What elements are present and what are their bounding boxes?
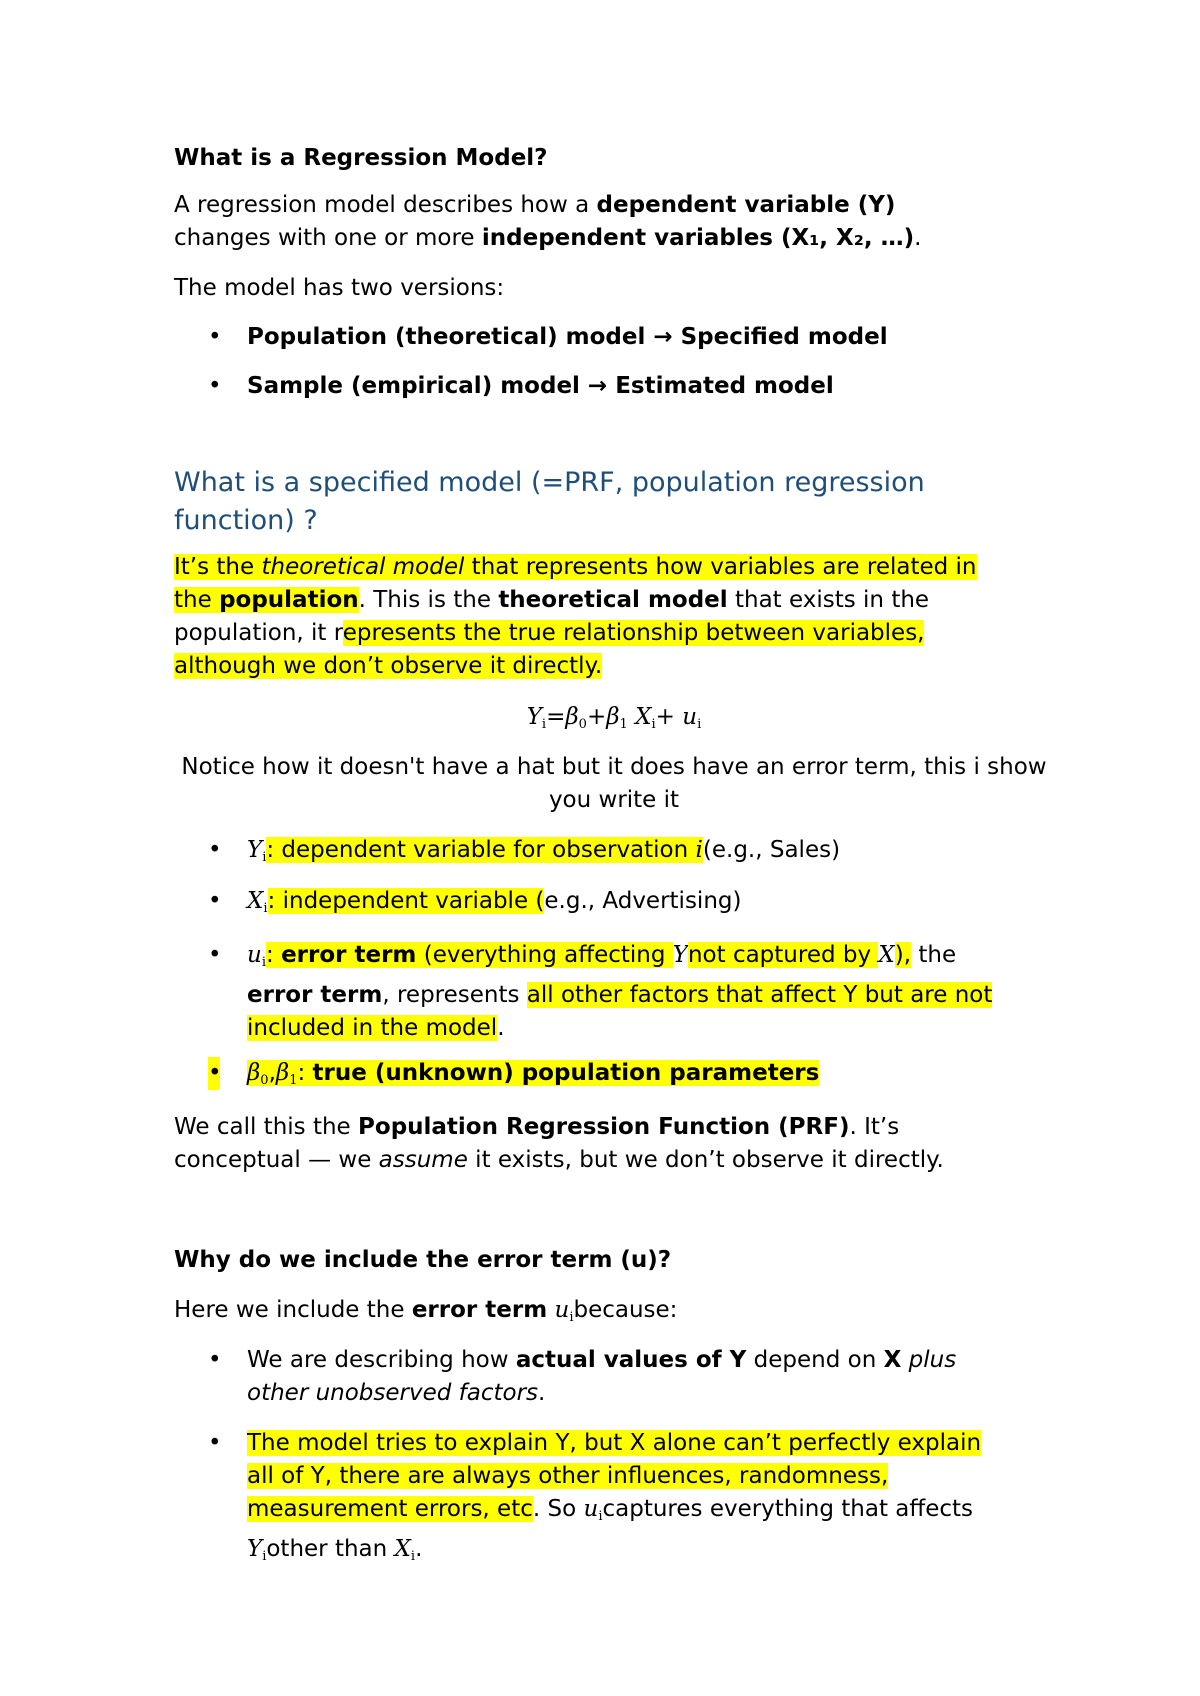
prf-paragraph — [174, 1111, 1054, 1177]
highlight-text: that represents how variables are related in — [464, 554, 977, 580]
highlight-text: i — [695, 837, 703, 863]
eq-subscript: i — [410, 1549, 416, 1564]
text: . — [914, 225, 922, 251]
error-paragraph — [174, 1294, 1054, 1334]
eq-subscript: i — [697, 717, 702, 732]
bold-text: actual values of Y — [515, 1347, 747, 1373]
text: . So — [532, 1496, 584, 1522]
eq-symbol: X — [394, 1536, 411, 1562]
highlight-text — [261, 554, 464, 580]
bold-text: error term — [247, 982, 383, 1008]
text: . — [538, 1380, 546, 1406]
italic-text: theoretical model — [261, 554, 465, 580]
definition-xi — [247, 885, 1047, 925]
highlight-text — [219, 587, 359, 613]
bullet: • — [208, 837, 222, 863]
text: because: — [573, 1297, 678, 1323]
definition-ui — [247, 939, 1047, 1045]
highlight-text: all of Y, there are always other influences, randomness, — [247, 1463, 889, 1489]
eq-subscript: i — [598, 1509, 603, 1524]
eq-subscript: 0 — [578, 717, 587, 732]
eq-symbol: X — [247, 888, 264, 914]
definition-betas — [247, 1057, 1047, 1097]
highlight-text: (everything affecting — [416, 942, 673, 968]
text: changes with one or more — [174, 225, 482, 251]
bold-text: error term — [411, 1297, 548, 1323]
definition-yi — [247, 834, 1047, 874]
highlight-text: the — [174, 587, 220, 613]
eq-symbol: X — [878, 942, 895, 968]
eq-symbol: Y — [672, 942, 688, 968]
text: (e.g., Sales) — [702, 837, 841, 863]
eq-operator: + — [655, 704, 675, 730]
highlight-text: measurement errors, etc — [247, 1496, 533, 1522]
eq-symbol: β — [247, 1060, 261, 1086]
bullet-model-explains — [247, 1427, 1047, 1573]
bold-text: dependent variable (Y) — [596, 192, 896, 218]
highlight-text: : dependent variable for observation — [266, 837, 696, 863]
highlight-text: although we don’t observe it directly. — [174, 653, 603, 679]
eq-subscript: i — [262, 1549, 267, 1564]
bold-text: error term — [281, 942, 417, 968]
bold-text: Population Regression Function (PRF) — [358, 1114, 850, 1140]
text: . — [497, 1015, 505, 1041]
eq-subscript: i — [651, 717, 656, 732]
eq-symbol: β — [606, 704, 620, 730]
eq-symbol: u — [554, 1297, 570, 1323]
italic-text: assume — [378, 1147, 468, 1173]
highlight-text: : independent variable ( — [267, 888, 545, 914]
eq-symbol: Y — [247, 837, 263, 863]
notice-paragraph: Notice how it doesn't have a hat but it does have an error term, this i show you write it — [181, 754, 1047, 813]
eq-symbol: Y — [247, 1536, 263, 1562]
eq-subscript: i — [569, 1310, 574, 1325]
eq-operator: = — [546, 704, 566, 730]
highlight-text: all other factors that affect Y but are not — [526, 982, 993, 1008]
text: This is the — [365, 587, 499, 613]
highlight-text — [247, 1060, 819, 1086]
bullet: • — [208, 888, 222, 914]
bullet: • — [208, 942, 222, 968]
eq-subscript: 1 — [619, 717, 628, 732]
text: depend on — [746, 1347, 884, 1373]
text: : — [297, 1060, 313, 1086]
bullet: • — [208, 1430, 222, 1456]
eq-symbol: X — [635, 704, 652, 730]
bullet: • — [208, 373, 222, 399]
text: We are describing how — [247, 1347, 516, 1373]
highlight-text: The model tries to explain Y, but X alone can’t perfectly explain — [247, 1430, 982, 1456]
eq-symbol: Y — [526, 704, 542, 730]
eq-symbol: β — [565, 704, 579, 730]
intro-paragraph — [174, 189, 1054, 255]
bold-text: true (unknown) population parameters — [312, 1060, 820, 1086]
italic-text: other unobserved factors — [247, 1380, 539, 1406]
eq-subscript: 1 — [289, 1073, 298, 1088]
text: conceptual — we — [174, 1147, 379, 1173]
bold-text: population — [219, 587, 359, 613]
text: population, it r — [174, 620, 343, 646]
eq-symbol: u — [247, 942, 262, 968]
text: other than — [266, 1536, 395, 1562]
text: that exists in the — [727, 587, 930, 613]
eq-subscript: i — [263, 901, 268, 916]
bullet: • — [208, 324, 222, 350]
heading-specified-model: What is a specified model (=PRF, population regression function) ? — [174, 467, 925, 536]
text: the — [911, 942, 957, 968]
heading-regression-model: What is a Regression Model? — [174, 145, 548, 171]
bold-text: X — [883, 1347, 902, 1373]
text: . — [415, 1536, 423, 1562]
eq-symbol: u — [583, 1496, 599, 1522]
eq-subscript: 0 — [260, 1073, 269, 1088]
eq-subscript: i — [541, 717, 547, 732]
highlight-text: ), — [894, 942, 912, 968]
eq-subscript: i — [261, 955, 266, 970]
text: . It’s — [849, 1114, 900, 1140]
bold-text: independent variables (X₁, X₂, …) — [481, 225, 915, 251]
prf-equation — [174, 701, 1054, 741]
text: captures everything that affects — [602, 1496, 974, 1522]
specified-paragraph — [174, 551, 1054, 683]
bullet: • — [208, 1347, 222, 1373]
bullet-sample-model — [247, 370, 1047, 403]
highlight-text: It’s the — [174, 554, 262, 580]
text: , represents — [382, 982, 527, 1008]
highlight-text: included in the model — [247, 1015, 498, 1041]
text: it exists, but we don’t observe it directly. — [467, 1147, 944, 1173]
eq-symbol: β — [275, 1060, 290, 1086]
eq-symbol: u — [682, 704, 698, 730]
eq-subscript: i — [262, 850, 267, 865]
text: e.g., Advertising) — [544, 888, 742, 914]
bullet-population-model — [247, 321, 1047, 354]
eq-operator: + — [586, 704, 607, 730]
bullet: • — [208, 1057, 220, 1090]
highlight-text — [281, 942, 416, 968]
text: We call this the — [174, 1114, 359, 1140]
bold-text: Population (theoretical) model → Specified model — [247, 324, 888, 350]
text: Here we include the — [174, 1297, 412, 1323]
highlight-text: not captured by — [687, 942, 879, 968]
bold-text: Sample (empirical) model → Estimated model — [247, 373, 834, 399]
text: , — [268, 1060, 276, 1086]
highlight-text: : — [266, 942, 282, 968]
text: A regression model describes how a — [174, 192, 597, 218]
bullet-actual-values — [247, 1344, 1047, 1410]
text: . — [358, 587, 366, 613]
versions-paragraph: The model has two versions: — [174, 275, 505, 301]
highlight-text: epresents the true relationship between variables, — [342, 620, 925, 646]
italic-text: plus — [901, 1347, 957, 1373]
bold-text: theoretical model — [498, 587, 728, 613]
heading-error-term: Why do we include the error term (u)? — [174, 1247, 672, 1273]
